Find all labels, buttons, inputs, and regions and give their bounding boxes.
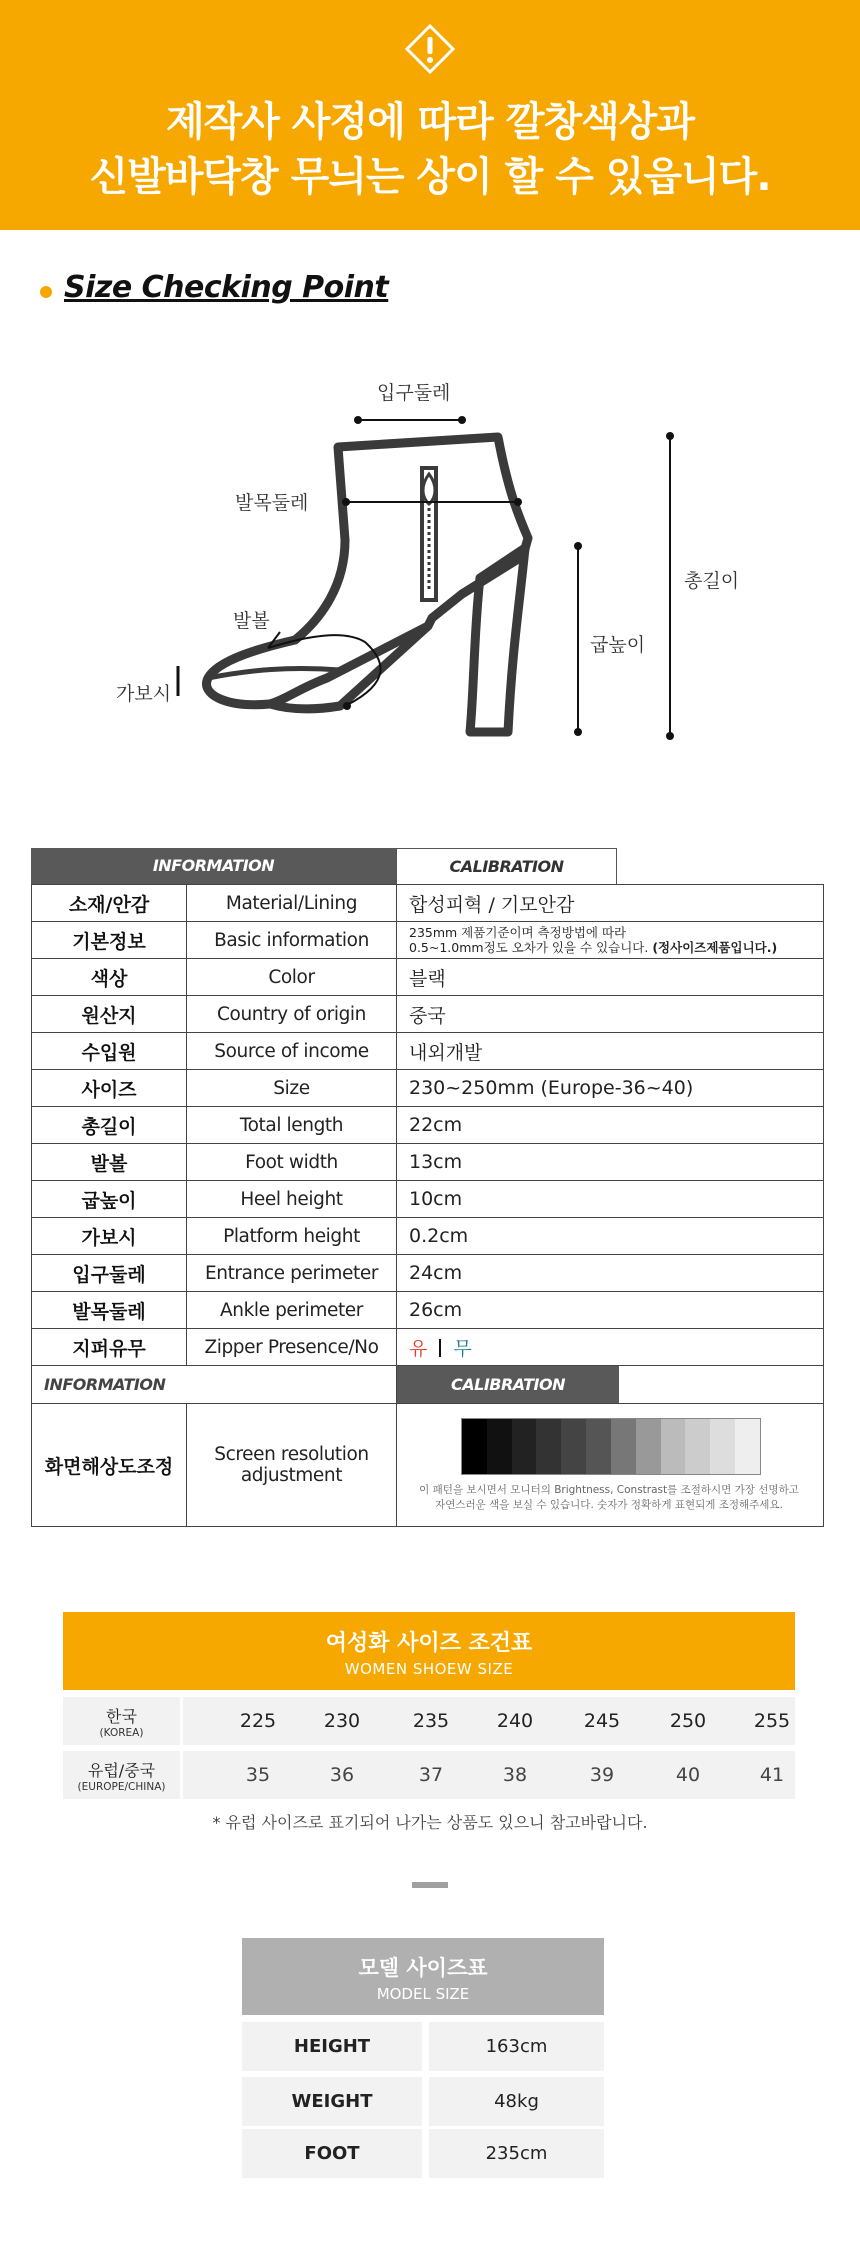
korea-label-sub: (KOREA) bbox=[99, 1727, 144, 1739]
row-value: 블랙 bbox=[397, 959, 824, 996]
korea-label-main: 한국 bbox=[106, 1707, 137, 1726]
banner-line-2: 신발바닥창 무늬는 상이 할 수 있읍니다. bbox=[89, 154, 771, 200]
calibration-note-line-1: 이 패턴을 보시면서 모니터의 Brightness, Constrast를 조절하시면 가장 선명하고 bbox=[419, 1483, 799, 1496]
row-label-ko: 가보시 bbox=[32, 1218, 187, 1255]
size-cell: 37 bbox=[418, 1764, 444, 1786]
section-title: Size Checking Point bbox=[64, 270, 389, 305]
row-label-ko: 발목둘레 bbox=[32, 1292, 187, 1329]
section-divider bbox=[412, 1882, 448, 1888]
table-row bbox=[32, 922, 824, 959]
row-label-en: Size bbox=[187, 1070, 397, 1107]
row-value: 중국 bbox=[397, 996, 824, 1033]
label-ankle: 발목둘레 bbox=[235, 492, 309, 514]
calibration-pattern-cell bbox=[397, 1404, 824, 1527]
row-label-ko: 소재/안감 bbox=[32, 885, 187, 922]
row-label-ko: 색상 bbox=[32, 959, 187, 996]
boot-size-diagram bbox=[100, 370, 800, 750]
label-entrance: 입구둘레 bbox=[377, 382, 451, 404]
size-cell: 40 bbox=[675, 1764, 701, 1786]
product-info-table bbox=[31, 884, 824, 1527]
calibration-note bbox=[399, 1483, 819, 1513]
boot-illustration bbox=[100, 370, 800, 750]
screen-label-en bbox=[187, 1404, 397, 1527]
row-label-en: Ankle perimeter bbox=[187, 1292, 397, 1329]
label-platform: 가보시 bbox=[116, 683, 172, 705]
basic-info-line-2: 0.5~1.0mm정도 오차가 있을 수 있습니다. bbox=[409, 940, 649, 955]
size-cell: 255 bbox=[753, 1710, 791, 1732]
size-cell: 230 bbox=[323, 1710, 361, 1732]
warning-icon bbox=[405, 24, 455, 74]
table-row bbox=[32, 885, 824, 922]
row-label-ko: 발볼 bbox=[32, 1144, 187, 1181]
model-row-weight bbox=[242, 2077, 604, 2126]
row-label-ko: 굽높이 bbox=[32, 1181, 187, 1218]
info-tabs bbox=[31, 848, 617, 884]
row-value: 10cm bbox=[397, 1181, 824, 1218]
model-row-height bbox=[242, 2022, 604, 2071]
size-cell: 240 bbox=[496, 1710, 534, 1732]
row-value: 합성피혁 / 기모안감 bbox=[397, 885, 824, 922]
grayscale-pattern bbox=[461, 1418, 761, 1475]
tab-information: INFORMATION bbox=[31, 848, 396, 884]
model-row-label: HEIGHT bbox=[242, 2022, 422, 2071]
size-cell: 235 bbox=[412, 1710, 450, 1732]
model-row-label: WEIGHT bbox=[242, 2077, 422, 2126]
row-label-ko: 총길이 bbox=[32, 1107, 187, 1144]
row-label-en: Entrance perimeter bbox=[187, 1255, 397, 1292]
korea-label bbox=[63, 1697, 183, 1745]
screen-label-ko: 화면해상도조정 bbox=[32, 1404, 187, 1527]
table-row bbox=[32, 1218, 824, 1255]
row-label-en: Platform height bbox=[187, 1218, 397, 1255]
calibration-tab-row bbox=[32, 1366, 824, 1404]
row-label-en: Heel height bbox=[187, 1181, 397, 1218]
row-label-ko: 수입원 bbox=[32, 1033, 187, 1070]
size-note: * 유럽 사이즈로 표기되어 나가는 상품도 있으니 참고바랍니다. bbox=[212, 1813, 648, 1832]
row-label-ko: 기본정보 bbox=[32, 922, 187, 959]
tab-calibration: CALIBRATION bbox=[396, 848, 617, 884]
size-cell: 245 bbox=[583, 1710, 621, 1732]
notice-banner bbox=[0, 0, 860, 230]
row-value: 22cm bbox=[397, 1107, 824, 1144]
row-label-ko: 사이즈 bbox=[32, 1070, 187, 1107]
size-cell: 36 bbox=[329, 1764, 355, 1786]
table-row bbox=[32, 1255, 824, 1292]
row-label-en: Color bbox=[187, 959, 397, 996]
model-row-value: 235cm bbox=[429, 2129, 604, 2178]
table-row bbox=[32, 1070, 824, 1107]
basic-info-value bbox=[397, 922, 824, 959]
label-heel: 굽높이 bbox=[590, 634, 646, 656]
calibration-note-line-2: 자연스러운 색을 보실 수 있습니다. 숫자가 정확하게 표현되게 조정해주세요. bbox=[435, 1498, 783, 1511]
size-cell: 35 bbox=[245, 1764, 271, 1786]
row-value: 26cm bbox=[397, 1292, 824, 1329]
table-row bbox=[32, 1292, 824, 1329]
europe-label-sub: (EUROPE/CHINA) bbox=[77, 1781, 166, 1793]
row-label-en: Basic information bbox=[187, 922, 397, 959]
women-size-header bbox=[63, 1612, 795, 1690]
model-size-title-en: MODEL SIZE bbox=[376, 1985, 470, 2003]
screen-label-en-line-2: adjustment bbox=[240, 1465, 343, 1486]
row-label-ko: 지퍼유무 bbox=[32, 1329, 187, 1366]
women-size-title-ko: 여성화 사이즈 조건표 bbox=[325, 1631, 533, 1656]
row-label-en: Material/Lining bbox=[187, 885, 397, 922]
zipper-no: 무 bbox=[453, 1337, 472, 1360]
table-row bbox=[32, 1033, 824, 1070]
table-row bbox=[32, 1144, 824, 1181]
europe-label bbox=[63, 1751, 183, 1799]
size-cell: 38 bbox=[502, 1764, 528, 1786]
model-row-foot bbox=[242, 2129, 604, 2178]
size-cell: 41 bbox=[759, 1764, 785, 1786]
section-bullet bbox=[40, 286, 52, 298]
basic-info-line-1: 235mm 제품기준이며 측정방법에 따라 bbox=[409, 925, 627, 940]
row-label-en: Country of origin bbox=[187, 996, 397, 1033]
banner-line-1: 제작사 사정에 따라 깔창색상과 bbox=[165, 99, 695, 145]
row-label-en: Zipper Presence/No bbox=[187, 1329, 397, 1366]
model-row-value: 163cm bbox=[429, 2022, 604, 2071]
row-label-ko: 입구둘레 bbox=[32, 1255, 187, 1292]
row-value: 13cm bbox=[397, 1144, 824, 1181]
table-row bbox=[32, 1329, 824, 1366]
europe-size-row bbox=[63, 1751, 795, 1799]
row-value: 내외개발 bbox=[397, 1033, 824, 1070]
calibration-cell bbox=[397, 1366, 824, 1404]
label-foot-width: 발볼 bbox=[233, 610, 270, 632]
row-label-ko: 원산지 bbox=[32, 996, 187, 1033]
table-row bbox=[32, 1107, 824, 1144]
size-cell: 39 bbox=[589, 1764, 615, 1786]
zipper-separator bbox=[439, 1339, 441, 1357]
screen-resolution-row bbox=[32, 1404, 824, 1527]
zipper-yes: 유 bbox=[409, 1337, 428, 1360]
row-value: 24cm bbox=[397, 1255, 824, 1292]
table-row bbox=[32, 996, 824, 1033]
size-cell: 250 bbox=[669, 1710, 707, 1732]
row-value: 0.2cm bbox=[397, 1218, 824, 1255]
korea-size-row bbox=[63, 1697, 795, 1745]
screen-label-en-line-1: Screen resolution bbox=[214, 1444, 369, 1465]
tab-information-2: INFORMATION bbox=[32, 1366, 397, 1404]
model-size-header bbox=[242, 1938, 604, 2015]
model-row-value: 48kg bbox=[429, 2077, 604, 2126]
row-value: 230~250mm (Europe-36~40) bbox=[397, 1070, 824, 1107]
row-label-en: Source of income bbox=[187, 1033, 397, 1070]
row-label-en: Total length bbox=[187, 1107, 397, 1144]
tab-calibration-2: CALIBRATION bbox=[397, 1366, 619, 1403]
europe-label-main: 유럽/중국 bbox=[87, 1761, 156, 1780]
table-row bbox=[32, 1181, 824, 1218]
label-total: 총길이 bbox=[684, 570, 740, 592]
basic-info-bold: (정사이즈제품입니다.) bbox=[652, 940, 778, 955]
model-row-label: FOOT bbox=[242, 2129, 422, 2178]
zipper-value bbox=[397, 1329, 824, 1366]
model-size-title-ko: 모델 사이즈표 bbox=[358, 1956, 488, 1980]
row-label-en: Foot width bbox=[187, 1144, 397, 1181]
table-row bbox=[32, 959, 824, 996]
women-size-title-en: WOMEN SHOEW SIZE bbox=[344, 1660, 514, 1678]
size-cell: 225 bbox=[239, 1710, 277, 1732]
